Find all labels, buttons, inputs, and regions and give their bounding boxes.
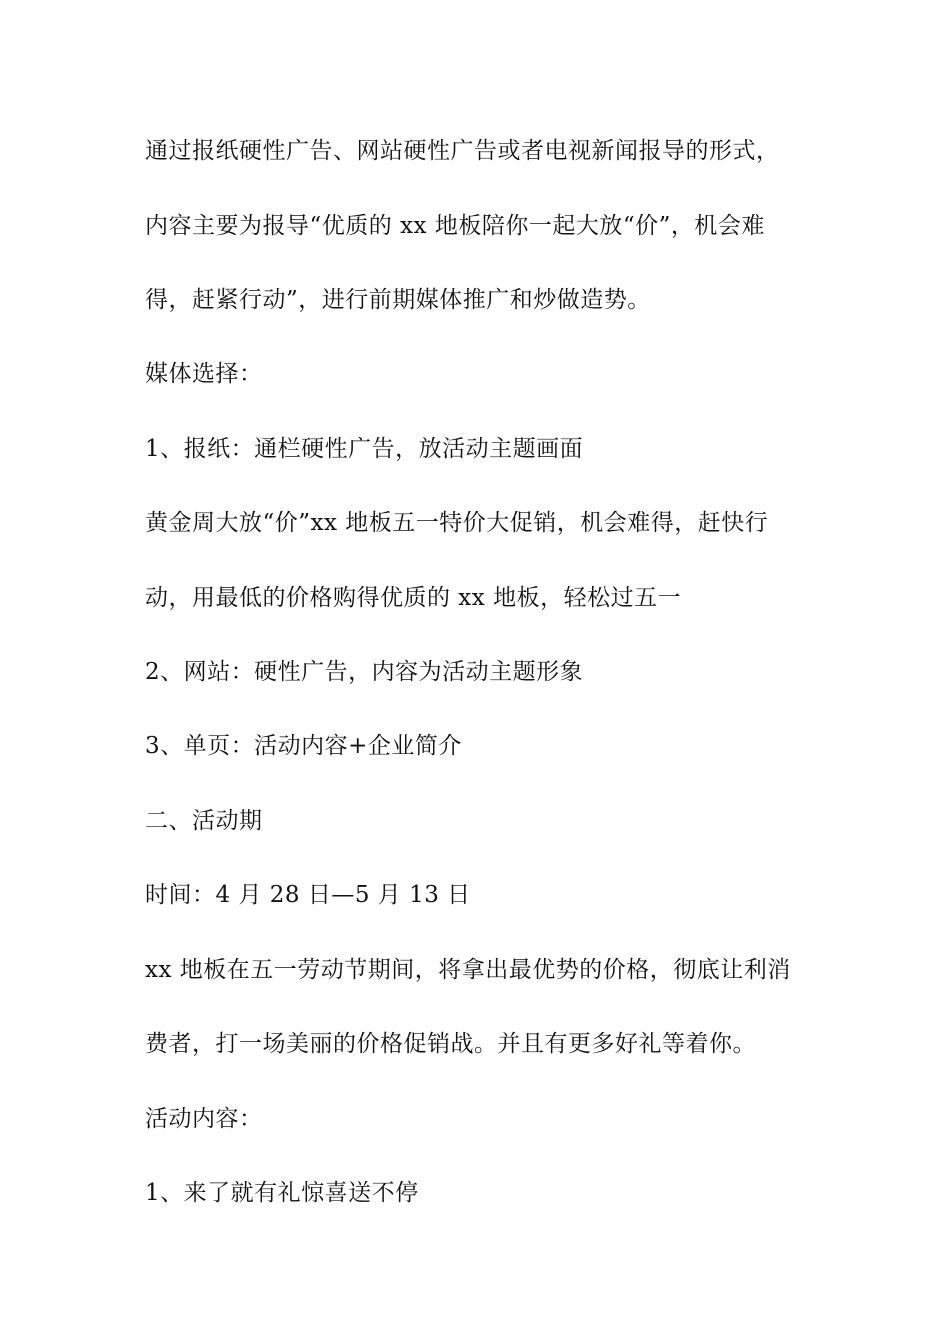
paragraph-line-13: 费者，打一场美丽的价格促销战。并且有更多好礼等着你。 xyxy=(145,1031,756,1057)
paragraph-line-6: 黄金周大放“价”xx 地板五一特价大促销，机会难得，赶快行 xyxy=(145,510,769,536)
activity-time: 时间：4 月 28 日—5 月 13 日 xyxy=(145,882,471,908)
paragraph-line-3: 得，赶紧行动”，进行前期媒体推广和炒做造势。 xyxy=(145,287,651,313)
list-item-gift: 1、来了就有礼惊喜送不停 xyxy=(145,1180,419,1206)
paragraph-line-2: 内容主要为报导“优质的 xx 地板陪你一起大放“价”，机会难 xyxy=(145,213,765,239)
section-label-media: 媒体选择： xyxy=(145,361,263,387)
list-item-website: 2、网站：硬性广告，内容为活动主题形象 xyxy=(145,659,584,685)
section-heading-activity-period: 二、活动期 xyxy=(145,808,263,834)
list-item-newspaper: 1、报纸：通栏硬性广告，放活动主题画面 xyxy=(145,436,584,462)
paragraph-line-7: 动，用最低的价格购得优质的 xx 地板，轻松过五一 xyxy=(145,585,682,611)
section-label-activity-content: 活动内容： xyxy=(145,1106,263,1132)
paragraph-line-12: xx 地板在五一劳动节期间，将拿出最优势的价格，彻底让利消 xyxy=(145,957,791,983)
paragraph-line-1: 通过报纸硬性广告、网站硬性广告或者电视新闻报导的形式， xyxy=(145,138,780,164)
list-item-flyer: 3、单页：活动内容+企业简介 xyxy=(145,733,462,759)
